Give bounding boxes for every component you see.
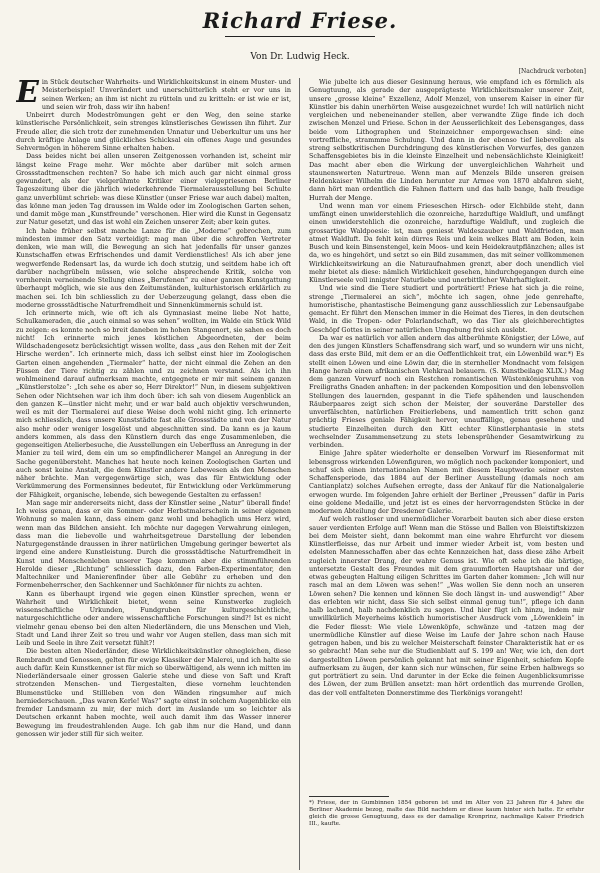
article-paragraph: Und wie sind die Tiere studiert und porträtiert! Friese hat sich ja die reine, strenge „Tiermalerei an sich“, möchte ich sagen, ohne jede genrehafte, humoristische, phantastische Beimengung ganz ausschliesslich zur Lebensaufgabe gemacht. Er führt den Menschen immer in die Heimat des Tieres, in den deutschen Wald, in die Tropen- oder Polarlandschaft, wo das Tier als gleichberechtigtes Geschöpf Gottes in seiner natürlichen Umgebung frei sich auslebt. <box>309 284 584 334</box>
drop-cap: E <box>16 78 39 110</box>
article-paragraph: Und wenn man vor einem Frieseschen Hirsch- oder Elchbilde steht, dann umfängt einen unwiderstehlich die ozonreiche, harzduftige Waldluft, und umfängt einen unwiderstehlich die ozonreiche, harzduftige Waldluft, und zugleich die grossartige Waldpoesie: ist, man geniesst Waldeszauber und Waldfrieden, man atmet Waldluft. Da fehlt kein dürres Reis und kein welkes Blatt am Boden, kein Busch und kein Binsenstengel, kein Moos- und kein Heidekrautpflänzchen; alles ist da, wo es hingehört, und setzt so ein Bild zusammen, das mit seiner vollkommenen Wirklichkeitswirkung an die Naturaufnahmen grenzt, aber doch unendlich viel mehr bietet als diese: nämlich Wirklichkeit gesehen, hindurchgegangen durch eine Künstlerseele voll innigster Naturliebe und unerbittlicher Wahrhaftigkeit. <box>309 201 584 284</box>
footnote-rule <box>309 796 389 797</box>
article-paragraph: Da war es natürlich vor allen andern das altberühmte Königstier, der Löwe, auf den des jungen Künstlers Schaffensdrang sich warf, und so wundern wir uns nicht, dass das erste Bild, mit dem er an die Oeffentlichkeit trat, ein Löwenbild war.*) Es stellt einen Löwen und eine Löwin dar, die in sternheller Mondnacht vom felsigen Hange herab einen afrikanischen Viehkraal belauern. (S. Kunstbeilage XLIX.) Mag dem ganzen Vorwurf noch ein Restchen romantischen Wüstenkönigsruhms von Freiligraths Gnaden anhaften: in der packenden Komposition und den lebensvollen Stellungen des lauernden, gespannt in die Tiefe spähenden und lauschenden Räuberpaares zeigt sich schon der Meister, der souveräne Darsteller des unverfälschten, natürlichen Freitierlebens, und namentlich tritt schon ganz prächtig Frieses geniale Fähigkeit hervor, unauffällige, genau gesehene und studierte Einzelheiten durch den Kitt echter Künstlerphantasie in stets wechselnder Zusammensetzung zu stets lebensprühender Gesamtwirkung zu verbinden. <box>309 333 584 449</box>
article-paragraph: Die besten alten Niederländer, diese Wirklichkeitskünstler ohnegleichen, diese Rembrandt und Genossen, gelten für ewige Klassiker der Malerei, und ich halte sie auch dafür. Kein Kunstkenner ist für mich so überwältigend, als wenn ich mitten im Niederländersaale einer grossen Galerie stehe und diese von Saft und Kraft strotzenden Menschen- und Tiergestalten, diese vornehm leuchtenden Blumenstücke und Stillleben von den Wänden ringsumher auf mich herniederschauen. „Das waren Kerle! Was?“ sagte einst in solchem Augenblicke ein fremder Landsmann zu mir, der mich dort im Auslande um so leichter als Deutschen erkannt haben mochte, weil auch damit ihm das Wasser innerer Bewegung im freudestrahlenden Auge. Ich gab ihm nur die Hand, und dann genossen wir jeder still für sich weiter. <box>16 647 291 738</box>
right-column <box>309 78 584 790</box>
author-byline: Von Dr. Ludwig Heck. <box>250 52 350 62</box>
article-paragraph: Ich habe früher selbst manche Lanze für die „Moderne“ gebrochen, zum mindesten immer den Satz verteidigt: mag man über die schroffen Vertreter denken, wie man will, die Bewegung an sich hat jedenfalls für unser ganzes Kunstschaffen etwas Erfrischendes und damit Verdienstliches! Als ich aber jene wegwerfende Redensart las, da wurde ich doch stutzig, und seitdem habe ich oft darüber nachgrübeln müssen, wie solche absprechende Kritik, solche von vornherein verneinende Stellung eines „Berufenen“ zu einer ganzen Kunstgattung überhaupt möglich, wie sie aus den Zeitumständen, kulturhistorisch erklärlich zu machen sei. Ich bin schliesslich zu der Ueberzeugung gelangt, dass eben die moderne grossstädtische Naturfremdheit und Sinnenkümmernis schuld ist. <box>16 226 291 309</box>
left-column <box>16 78 291 868</box>
reprint-notice: [Nachdruck verboten] <box>518 68 586 75</box>
column-divider <box>299 78 300 870</box>
paragraph-text: in Stück deutscher Wahrheits- und Wirklichkeitskunst in einem Muster- und Meisterbeispiel! Unverändert und unerschütterlich steht er vor uns in seinen Werken; an ihm ist nicht zu rütteln und zu kritteln: er ist wie er ist, und seien wir froh, dass wir ihn haben! <box>41 78 291 111</box>
article-paragraph: Wie jubelte ich aus dieser Gesinnung heraus, wie empfand ich es förmlich als Genugtuung, als gerade der ausgeprägteste Wirklichkeitsmaler unserer Zeit, unsere „grosse kleine“ Exzellenz, Adolf Menzel, von unserem Kaiser in einer für Künstler bis dahin unerhörten Weise ausgezeichnet wurde! Ich will natürlich nicht vergleichen und nebeneinander stellen, aber verwandte Züge finde ich doch zwischen Menzel und Friese. Schon in der Aeusserlichkeit des Lebensganges, dass beide vom Lithographen und Steinzeichner emporgewachsen sind: eine vortreffliche, strammme Schulung. Und dann in der ebenso tief liebevollen als streng selbstkritischen Durchdringung des künstlerischen Vorwurfes, des ganzen Schaffensgebietes bis in die kleinste Einzelheit und nebensächlichste Kleinigkeit! Das macht aber eben die Wirkung der unvergleichlichen Wahrheit und staunenswerten Naturtreue. Wenn man auf Menzels Bilde unseren greisen Heldenkaiser Wilhelm die Linden herunter zur Armee von 1870 abfahren sieht, dann hört man ordentlich die Fahnen flattern und das halb bange, halb freudige Hurrah der Menge. <box>309 78 584 202</box>
article-paragraph: Kann es überhaupt irgend wie gegen einen Künstler sprechen, wenn er Wahrheit und Wirklichkeit bietet, wenn seine Kunstwerke zugleich wissenschaftliche Urkunden, Fundgruben für kulturgeschichtliche, naturgeschichtliche oder andere wissenschaftliche Forschungen sind?! Ist es nicht vielmehr genau ebenso bei den alten Niederländern, die uns Menschen und Vieh, Stadt und Land ihrer Zeit so treu und wahr vor Augen stellen, dass man sich mit Leib und Seele in ihre Zeit versetzt fühlt?! <box>16 589 291 647</box>
article-title: Richard Friese. <box>202 8 398 33</box>
article-paragraph <box>16 78 291 111</box>
article-paragraph: Einige Jahre später wiederholte er denselben Vorwurf im Riesenformat mit lebensgross wirkenden Löwenfiguren, wo möglich noch packender komponiert, und schuf sich einen internationalen Namen mit diesem Hauptwerke seiner ersten Schaffensperiode, das 1884 auf der Berliner Ausstellung (damals noch am Cantianplatz) solches Aufsehen erregte, dass der Ankauf für die Nationalgalerie erwogen wurde. Im folgenden Jahre erhielt der Berliner „Preussen“ dafür in Paris eine goldene Medaille, und jetzt ist es eines der hervorragendsten Stücke in der modernen Abteilung der Dresdener Galerie. <box>309 449 584 515</box>
article-paragraph: Auf welch rastloser und unermüdlicher Vorarbeit bauten sich aber diese ersten sauer verdienten Erfolge auf! Wenn man die Stösse und Ballen von Bleistiftskizzen bei dem Meister sieht, dann bekommt man eine wahre Ehrfurcht vor diesem Künstlerfleisse, das nur Arbeit und immer wieder Arbeit ist, vom besten und edelsten Mannesschaffen aber das echte Kennzeichen hat, dass diese zähe Arbeit zugleich innerster Drang, der wahre Genuss ist. Wie oft sehe ich die bärtige, untersetzte Gestalt des Freundes mit dem grauumflorten Hauptshaar und der etwas gebeugten Haltung eiligen Schrittes im Garten daher kommen: „Ich will nur rasch mal an dem Löwen was sehen!“ „Was wollen Sie denn noch an unseren Löwen sehen? Die kennen und können Sie doch längst in- und auswendig!“ Aber das erlebten wir nicht, dass Sie sich selbst einmal genug tun!“, pflege ich dann halb lachend, halb nachdenklich zu sagen. Und hier fügt ich hinzu, indem mir unwillkürlich Meyerheims köstlich humoristischer Ausdruck vom „Löwenklein“ in die Feder fliesst: Wie viele Löwenköpfe, schwänze und -tatzen mag der unermüdliche Künstler auf diese Weise im Laufe der Jahre schon nach Hause getragen haben, und bis zu welcher Meisterschaft feinster Charakteristik hat er es so gebracht! Man sehe nur die Studienblatt auf S. 199 an! Wer, wie ich, den dort dargestellten Löwen persönlich gekannt hat mit seiner Eigenheit, schiefem Kopfe aufmerksam zu äugen, der kann sich nur wünschen, für seine Erben halbwegs so gut porträtiert zu sein. Und darunter in der Ecke die feinen Augenblicksumrisse des Löwen, der zum Brüllen ansetzt: man hört ordentlich das murrende Grollen, das der voll entfalteten Donnerstimme des Tierkönigs vorangeht! <box>309 515 584 697</box>
article-paragraph: Unbeirrt durch Modeströmungen geht er den Weg, den seine starke künstlerische Persönlichkeit, sein strenges künstlerisches Gewissen ihn führt. Zur Freude aller, die sich trotz der zunehmenden Unnatur und Ueberkultur um uns her durch kräftige Anlage und glückliches Schicksal ein offenes Auge und gesundes Sehvermögen in höherem Sinne erhalten haben. <box>16 111 291 152</box>
article-paragraph: Man sage mir andererseits nicht, dass der Künstler seine „Natur“ überall finde! Ich weiss genau, dass er ein Sommer- oder Herbstmalerschein in seiner eigenen Wohnung so malen kann, dass einem ganz wohl und behaglich ums Herz wird, wenn man das Bildchen ansieht. Ich möchte nur dagegen Verwahrung einlegen, dass man die liebevolle und wahrheitsgetreue Darstellung der lebenden Naturgegenstände draussen in ihrer natürlichen Umgebung geringer bewertet als irgend eine andere Kunstleistung. Durch die grossstädtische Naturfremdheit in Kunst und Menschenleben unserer Tage kommen aber die stimmführenden Herolde dieser „Richtung“ schliesslich dazu, den Farben-Experimentator, den Maltechniker und Manierenfinder über alle Gebühr zu erheben und den Formenbeherrscher, den Sachkenner und Sachkönner für nichts zu achten. <box>16 498 291 590</box>
article-paragraph: Dass beides nicht bei allen unseren Zeitgenossen vorhanden ist, scheint mir längst keine Frage mehr. Wer möchte aber darüber mit solch armen Grossstadtmenschen rechten? So habe ich mich auch gar nicht einmal gross gewundert, als der vielgerühmte Kritiker einer vielgepriesenen Berliner Tageszeitung über die jährlich wiederkehrende Tiermalerausstellung bei Schulte ganz unverblümt schrieb: was diese Künstler (unser Friese war auch dabei) malten, das könne man jeden Tag draussen im Walde oder im Zoologischen Garten sehen, und damit möge man „Kunstfreunde“ verschonen. Hier wird die Kunst in Gegensatz zur Natur gesetzt, und das ist wohl ein Zeichen unserer Zeit; aber kein gutes. <box>16 152 291 227</box>
title-underline <box>225 36 375 37</box>
article-paragraph: Ich erinnerte mich, wie oft ich als Gymnasiast meine liebe Not hatte, Schulkameraden, die „auch einmal so was sehen“ wollten, im Walde ein Stück Wild zu zeigen: es konnte noch so breit daneben im hohen Stangenort, sie sahen es doch nicht! Ich erinnerte mich jenes köstlichen Abgeordneten, der beim Wildschadengesetz berücksichtigt wissen wollte, dass „aus den Rehen mit der Zeit Hirsche werden“. Ich erinnerte mich, dass ich selbst einst hier im Zoologischen Garten einen angehenden „Tiermaler“ hatte, der nicht einmal die Zehen an den Füssen der Tiere richtig zu zählen und zu zeichnen verstand. Als ich ihn wohlmeinend darauf aufmerksam machte, entgegnete er mir mit seinem ganzen „Künstlerstolze“: „Ich sehe es aber so, Herr Direktor!“ Nun, in diesem subjektiven Sehen oder Nichtsehen war ich ihm doch über: ich sah von diesem Augenblick an den ganzen K—ünstler nicht mehr, und er war bald auch objektiv verschwunden, weil es mit der Tiermalerei auf diese Weise doch wohl nicht ging. Ich erinnerte mich schliesslich, dass unsere Kunststädte fast alle Grossstädte und von der Natur also mehr oder weniger losgelöst und abgeschnitten sind. Da kann es ja kaum anders kommen, als dass den Künstlern durch das enge Zusammenleben, die gegenseitigen Atelierbesuche, die Ausstellungen ein Ueberfluss an Anregung in der Manier zu teil wird, dem ein um so empfindlicherer Mangel an Anregung in der Sache gegenübersteht. Manches hat heute noch keinen Zoologischen Garten und auch sonst keine Anstalt, die dem Künstler andere Lebewesen als den Menschen näher brächte. Man vergegenwärtige sich, was das für Entwicklung oder Verkümmerung des Formensinnes bedeutet, für Entwicklung oder Verkümmerung der Fähigkeit, organische, lebende, sich bewegende Gestalten zu erfassen! <box>16 309 291 499</box>
footnote: *) Friese, der in Gumbinnen 1854 geboren ist und im Alter von 23 Jahren für 4 Jahre die Berliner Akademie bezog, malte das Bild nachdem er diese kaum hinter sich hatte. Er erfuhr gleich die grosse Genugtuung, dass es der damalige Kronprinz, nachmalige Kaiser Friedrich III., kaufte. <box>309 800 584 827</box>
